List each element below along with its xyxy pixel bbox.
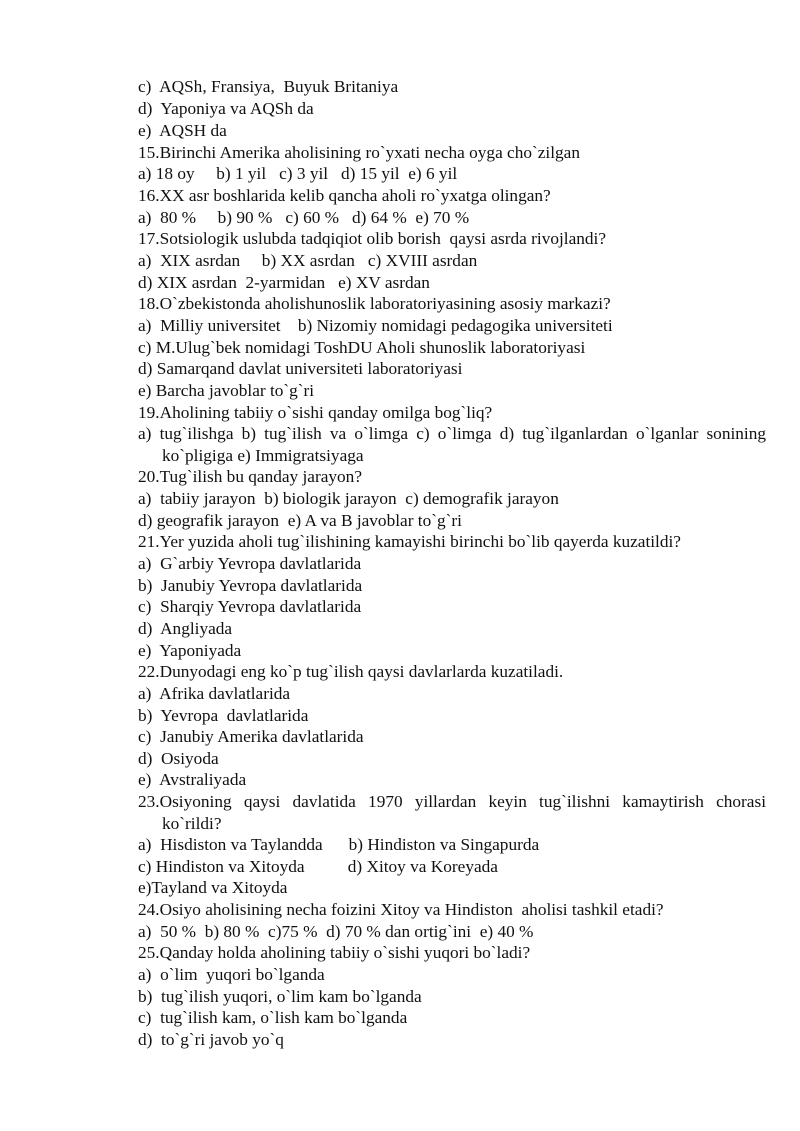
answer-options: a) G`arbiy Yevropa davlatlarida <box>138 554 362 573</box>
text-line: d) Yaponiya va AQSh da <box>138 99 314 118</box>
answer-options: e) Avstraliyada <box>138 770 247 789</box>
answer-options: b) Janubiy Yevropa davlatlarida <box>138 576 363 595</box>
answer-options: d) XIX asrdan 2-yarmidan e) XV asrdan <box>138 273 430 292</box>
answer-options: a) o`lim yuqori bo`lganda <box>138 965 325 984</box>
answer-options: c) Hindiston va Xitoyda d) Xitoy va Koreyada <box>138 857 498 876</box>
question-24: 24.Osiyo aholisining necha foizini Xitoy va Hindiston aholisi tashkil etadi? <box>138 900 664 919</box>
answer-options: d) geografik jarayon e) A va B javoblar to`g`ri <box>138 511 462 530</box>
question-25: 25.Qanday holda aholining tabiiy o`sishi yuqori bo`ladi? <box>138 943 531 962</box>
question-17: 17.Sotsiologik uslubda tadqiqiot olib borish qaysi asrda rivojlandi? <box>138 229 606 248</box>
question-16: 16.XX asr boshlarida kelib qancha aholi ro`yxatga olingan? <box>138 186 551 205</box>
text-line: c) AQSh, Fransiya, Buyuk Britaniya <box>138 77 399 96</box>
question-19: 19.Aholining tabiiy o`sishi qanday omilga bog`liq? <box>138 403 493 422</box>
answer-options: a) 18 oy b) 1 yil c) 3 yil d) 15 yil e) 6 yil <box>138 164 458 183</box>
answer-options: a) tabiiy jarayon b) biologik jarayon c) demografik jarayon <box>138 489 559 508</box>
answer-options: b) tug`ilish yuqori, o`lim kam bo`lganda <box>138 987 422 1006</box>
answer-options: d) Osiyoda <box>138 749 219 768</box>
answer-options: a) Afrika davlatlarida <box>138 684 291 703</box>
answer-options: d) Angliyada <box>138 619 233 638</box>
answer-options: c) M.Ulug`bek nomidagi ToshDU Aholi shunoslik laboratoriyasi <box>138 338 586 357</box>
answer-options: e)Tayland va Xitoyda <box>138 878 288 897</box>
answer-options: b) Yevropa davlatlarida <box>138 706 309 725</box>
answer-options: a) XIX asrdan b) XX asrdan c) XVIII asrdan <box>138 251 478 270</box>
answer-options: c) Sharqiy Yevropa davlatlarida <box>138 597 362 616</box>
question-22: 22.Dunyodagi eng ko`p tug`ilish qaysi davlarlarda kuzatiladi. <box>138 662 564 681</box>
answer-options: d) to`g`ri javob yo`q <box>138 1030 284 1049</box>
answer-options: a) 50 % b) 80 % c)75 % d) 70 % dan ortig`ini e) 40 % <box>138 922 534 941</box>
question-20: 20.Tug`ilish bu qanday jarayon? <box>138 467 362 486</box>
question-21: 21.Yer yuzida aholi tug`ilishining kamayishi birinchi bo`lib qayerda kuzatildi? <box>138 532 681 551</box>
text-line: e) AQSH da <box>138 121 227 140</box>
answer-options: c) tug`ilish kam, o`lish kam bo`lganda <box>138 1008 408 1027</box>
answer-options: a) Milliy universitet b) Nizomiy nomidagi pedagogika universiteti <box>138 316 613 335</box>
answer-options: a) tug`ilishga b) tug`ilish va o`limga c) o`limga d) tug`ilganlardan o`lganlar sonining ko`pligiga e) Immigratsiyaga <box>138 424 766 465</box>
question-18: 18.O`zbekistonda aholishunoslik laboratoriyasining asosiy markazi? <box>138 294 611 313</box>
question-23: 23.Osiyoning qaysi davlatida 1970 yillardan keyin tug`ilishni kamaytirish chorasi ko`rildi? <box>138 792 766 833</box>
answer-options: d) Samarqand davlat universiteti laboratoriyasi <box>138 359 463 378</box>
answer-options: e) Barcha javoblar to`g`ri <box>138 381 315 400</box>
answer-options: a) 80 % b) 90 % c) 60 % d) 64 % e) 70 % <box>138 208 470 227</box>
answer-options: c) Janubiy Amerika davlatlarida <box>138 727 364 746</box>
answer-options: e) Yaponiyada <box>138 641 242 660</box>
answer-options: a) Hisdiston va Taylandda b) Hindiston va Singapurda <box>138 835 540 854</box>
question-15: 15.Birinchi Amerika aholisining ro`yxati necha oyga cho`zilgan <box>138 143 580 162</box>
